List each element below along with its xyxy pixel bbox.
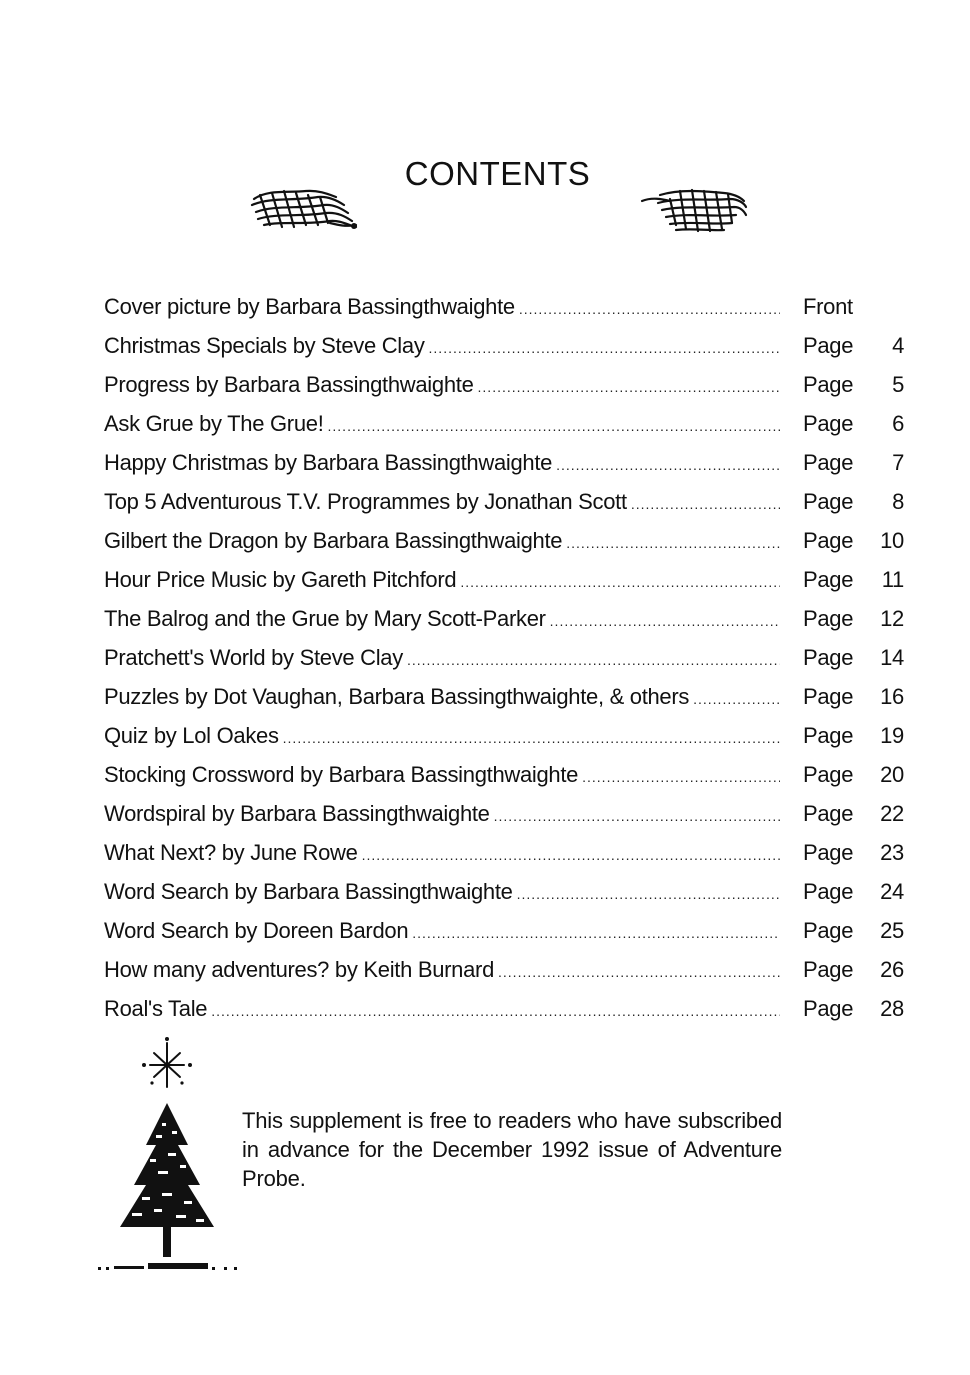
toc-entry-line [104,641,780,677]
toc-page-label: Page [803,957,854,982]
supplement-note: This supplement is free to readers who have subscribed in advance for the December 1992 issue of Adventure Probe. [242,1108,782,1191]
toc-page-number: 6 [892,411,904,436]
toc-page-label: Page [803,333,854,358]
toc-entry [104,563,904,602]
toc-entry-title: How many adventures? by Keith Burnard [104,957,495,982]
toc-page-number: 7 [892,450,904,475]
toc-entry [104,992,904,1031]
toc-entry-title: Christmas Specials by Steve Clay [104,333,425,358]
toc-entry-title: Top 5 Adventurous T.V. Programmes by Jonathan Scott [104,489,627,514]
toc-page-number: 16 [880,684,904,709]
toc-entry [104,524,904,563]
toc-entry-line [104,329,780,365]
toc-entry [104,875,904,914]
toc-page-number: 10 [880,528,904,553]
toc-page-label: Page [803,801,854,826]
toc-entry-line [104,875,780,911]
toc-page-label: Page [803,645,854,670]
toc-entry [104,758,904,797]
toc-entry [104,797,904,836]
toc-page-label: Page [803,528,854,553]
toc-page-number: 12 [880,606,904,631]
toc-page-label: Page [803,762,854,787]
toc-page-number: 28 [880,996,904,1021]
toc-page-number: 19 [880,723,904,748]
toc-entry-title: Word Search by Barbara Bassingthwaighte [104,879,513,904]
toc-entry-line [104,446,780,482]
dot-leader [494,799,780,833]
toc-entry [104,836,904,875]
toc-page-number: 8 [892,489,904,514]
contents-list [104,290,904,1031]
toc-entry-line [104,368,780,404]
dot-leader [283,721,780,755]
toc-entry-line [104,290,780,326]
toc-entry-line [104,953,780,989]
toc-entry-title: Gilbert the Dragon by Barbara Bassingthwaighte [104,528,563,553]
dot-leader [362,838,780,872]
dot-leader [328,409,780,443]
toc-page-number: 20 [880,762,904,787]
scribble-icon [248,185,360,235]
toc-entry [104,641,904,680]
toc-entry-line [104,719,780,755]
toc-entry-title: Ask Grue by The Grue! [104,411,324,436]
toc-entry [104,446,904,485]
toc-page-label: Page [803,996,854,1021]
toc-entry-title: The Balrog and the Grue by Mary Scott-Parker [104,606,546,631]
toc-entry [104,602,904,641]
toc-entry-title: Progress by Barbara Bassingthwaighte [104,372,474,397]
toc-page-number: 14 [880,645,904,670]
dot-leader [556,448,780,482]
toc-entry [104,485,904,524]
toc-entry-line [104,602,780,638]
toc-entry [104,290,904,329]
toc-entry-title: What Next? by June Rowe [104,840,358,865]
toc-page-number: 25 [880,918,904,943]
toc-page-number: 22 [880,801,904,826]
toc-page-label: Page [803,411,854,436]
toc-entry-title: Stocking Crossword by Barbara Bassingthwaighte [104,762,579,787]
dot-leader [460,565,780,599]
toc-entry-title: Happy Christmas by Barbara Bassingthwaighte [104,450,553,475]
dot-leader [631,487,780,521]
toc-entry-line [104,563,780,599]
toc-entry-line [104,524,780,560]
toc-entry [104,719,904,758]
toc-page-number: 24 [880,879,904,904]
toc-entry-title: Pratchett's World by Steve Clay [104,645,403,670]
toc-entry-title: Wordspiral by Barbara Bassingthwaighte [104,801,490,826]
toc-entry-line [104,836,780,872]
toc-entry-line [104,992,780,1028]
dot-leader [566,526,780,560]
toc-page-number: 5 [892,372,904,397]
toc-page-label: Page [803,606,854,631]
toc-entry-line [104,758,780,794]
toc-page-label: Page [803,450,854,475]
toc-entry-line [104,407,780,443]
toc-page-label: Front [803,294,853,319]
toc-page-label: Page [803,918,854,943]
toc-page-label: Page [803,684,854,709]
toc-page-number: 26 [880,957,904,982]
dot-leader [550,604,780,638]
toc-entry-line [104,680,780,716]
toc-entry [104,953,904,992]
toc-entry [104,368,904,407]
toc-entry [104,329,904,368]
dot-leader [517,877,780,911]
toc-entry-title: Word Search by Doreen Bardon [104,918,409,943]
toc-entry [104,914,904,953]
toc-entry [104,407,904,446]
dot-leader [407,643,780,677]
toc-entry-line [104,914,780,950]
toc-entry-title: Quiz by Lol Oakes [104,723,279,748]
toc-page-number: 23 [880,840,904,865]
toc-page-label: Page [803,489,854,514]
dot-leader [211,994,780,1028]
dot-leader [519,292,780,326]
toc-entry-title: Roal's Tale [104,996,208,1021]
page-title: CONTENTS [404,155,591,192]
dot-leader [582,760,780,794]
toc-entry-title: Puzzles by Dot Vaughan, Barbara Bassingthwaighte, & others [104,684,690,709]
scribble-icon [640,185,750,237]
toc-page-label: Page [803,879,854,904]
toc-page-number: 4 [892,333,904,358]
toc-page-label: Page [803,723,854,748]
toc-page-label: Page [803,840,854,865]
dot-leader [693,682,780,716]
christmas-tree-icon [92,1035,242,1275]
toc-page-label: Page [803,372,854,397]
toc-page-number: 11 [881,567,904,592]
dot-leader [412,916,780,950]
toc-entry [104,680,904,719]
toc-entry-title: Cover picture by Barbara Bassingthwaighte [104,294,515,319]
dot-leader [498,955,780,989]
dot-leader [478,370,780,404]
toc-entry-title: Hour Price Music by Gareth Pitchford [104,567,457,592]
toc-entry-line [104,797,780,833]
toc-page-label: Page [803,567,854,592]
toc-entry-line [104,485,780,521]
dot-leader [429,331,780,365]
